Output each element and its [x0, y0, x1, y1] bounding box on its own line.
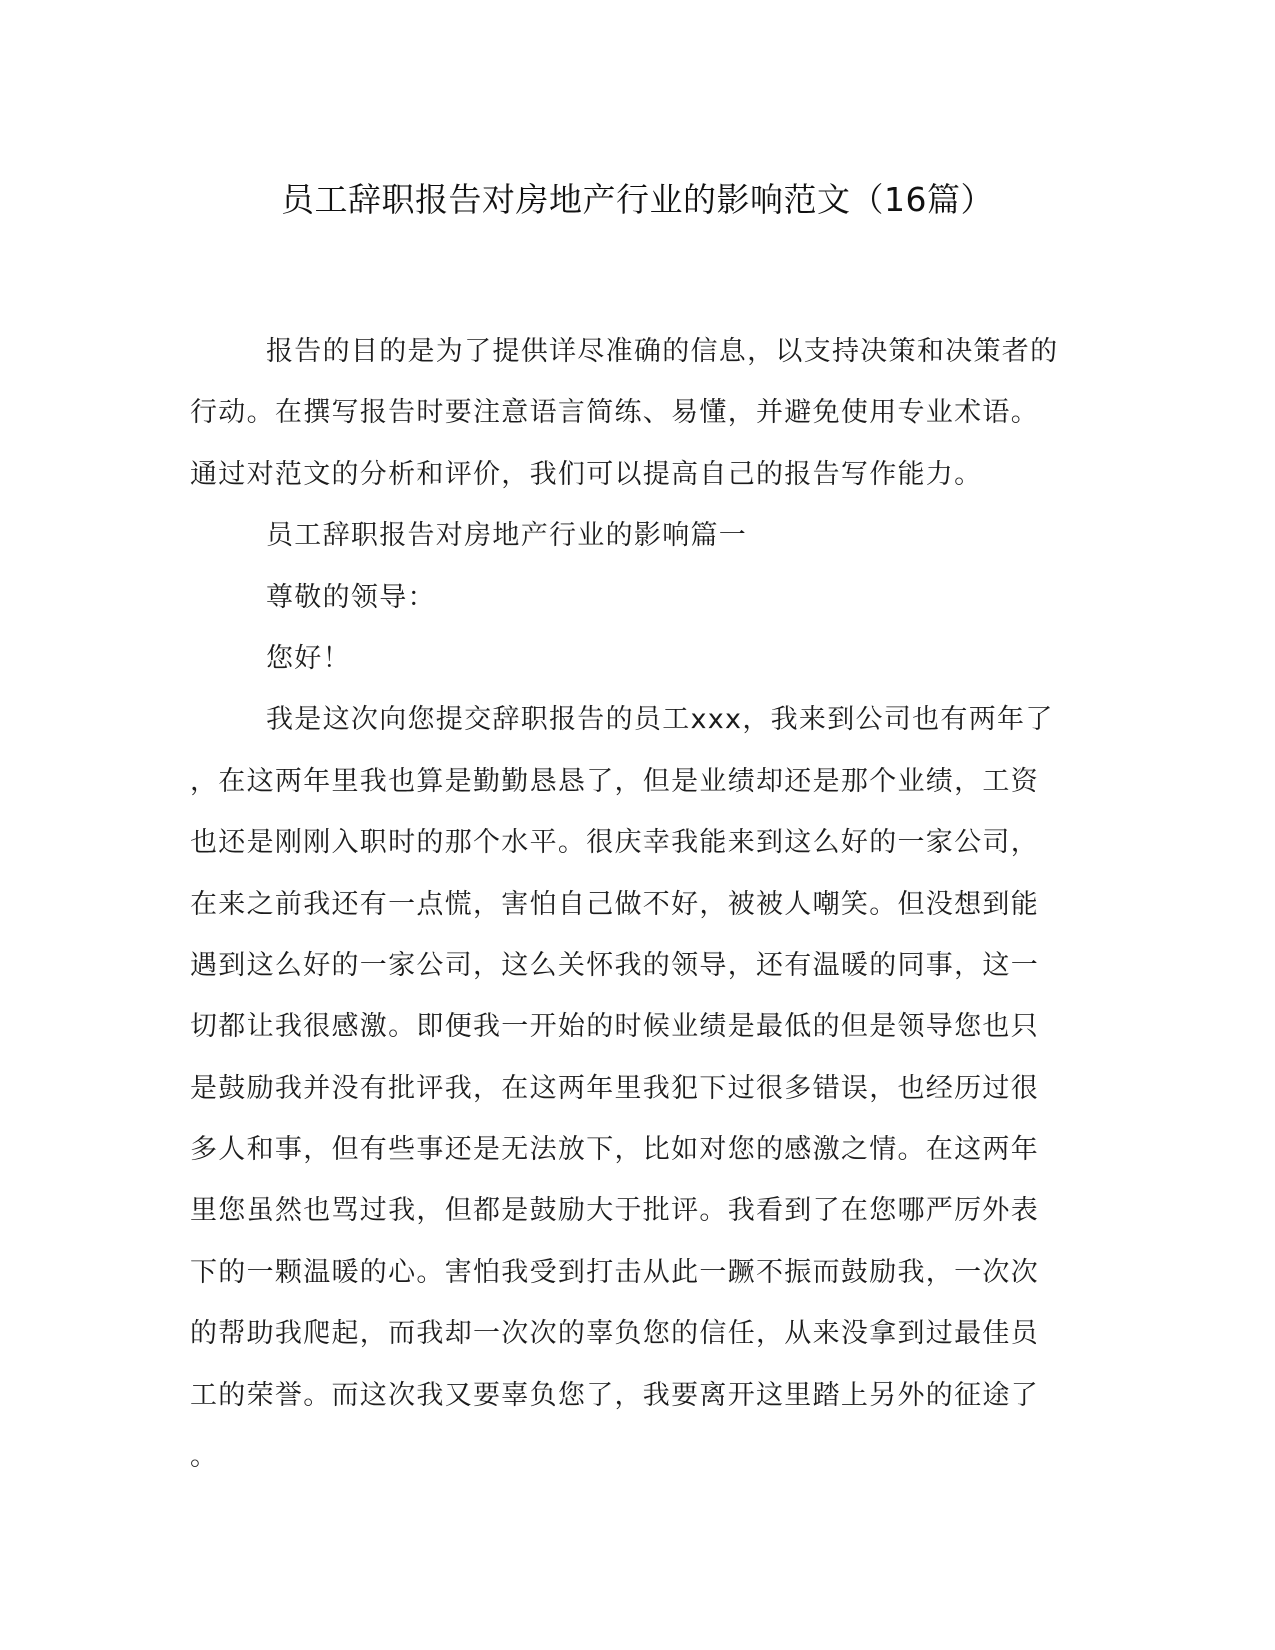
letter-line: 工的荣誉。而这次我又要辜负您了，我要离开这里踏上另外的征途了 [190, 1379, 1039, 1411]
letter-line: ，在这两年里我也算是勤勤恳恳了，但是业绩却还是那个业绩，工资 [190, 765, 1039, 797]
letter-line: 在来之前我还有一点慌，害怕自己做不好，被被人嘲笑。但没想到能 [190, 888, 1039, 920]
letter-line: 多人和事，但有些事还是无法放下，比如对您的感激之情。在这两年 [190, 1134, 1039, 1166]
letter-line: 也还是刚刚入职时的那个水平。很庆幸我能来到这么好的一家公司， [190, 827, 1039, 859]
letter-line: 下的一颗温暖的心。害怕我受到打击从此一蹶不振而鼓励我，一次次 [190, 1256, 1039, 1288]
salutation: 尊敬的领导： [266, 581, 436, 613]
document-title: 员工辞职报告对房地产行业的影响范文（16篇） [281, 180, 994, 219]
section-heading: 员工辞职报告对房地产行业的影响篇一 [266, 520, 748, 552]
intro-line: 行动。在撰写报告时要注意语言简练、易懂，并避免使用专业术语。 [190, 397, 1039, 429]
intro-line: 通过对范文的分析和评价，我们可以提高自己的报告写作能力。 [190, 458, 983, 490]
letter-line: 切都让我很感激。即便我一开始的时候业绩是最低的但是领导您也只 [190, 1011, 1039, 1043]
greeting: 您好！ [266, 642, 351, 674]
letter-line: 。 [190, 1441, 217, 1473]
letter-line: 遇到这么好的一家公司，这么关怀我的领导，还有温暖的同事，这一 [190, 949, 1039, 981]
letter-line: 里您虽然也骂过我，但都是鼓励大于批评。我看到了在您哪严厉外表 [190, 1195, 1039, 1227]
letter-line: 我是这次向您提交辞职报告的员工xxx，我来到公司也有两年了 [266, 704, 1054, 736]
letter-line: 的帮助我爬起，而我却一次次的辜负您的信任，从来没拿到过最佳员 [190, 1318, 1039, 1350]
document-body [190, 321, 1085, 1487]
intro-line: 报告的目的是为了提供详尽准确的信息，以支持决策和决策者的 [266, 336, 1059, 367]
letter-line: 是鼓励我并没有批评我，在这两年里我犯下过很多错误，也经历过很 [190, 1072, 1039, 1104]
